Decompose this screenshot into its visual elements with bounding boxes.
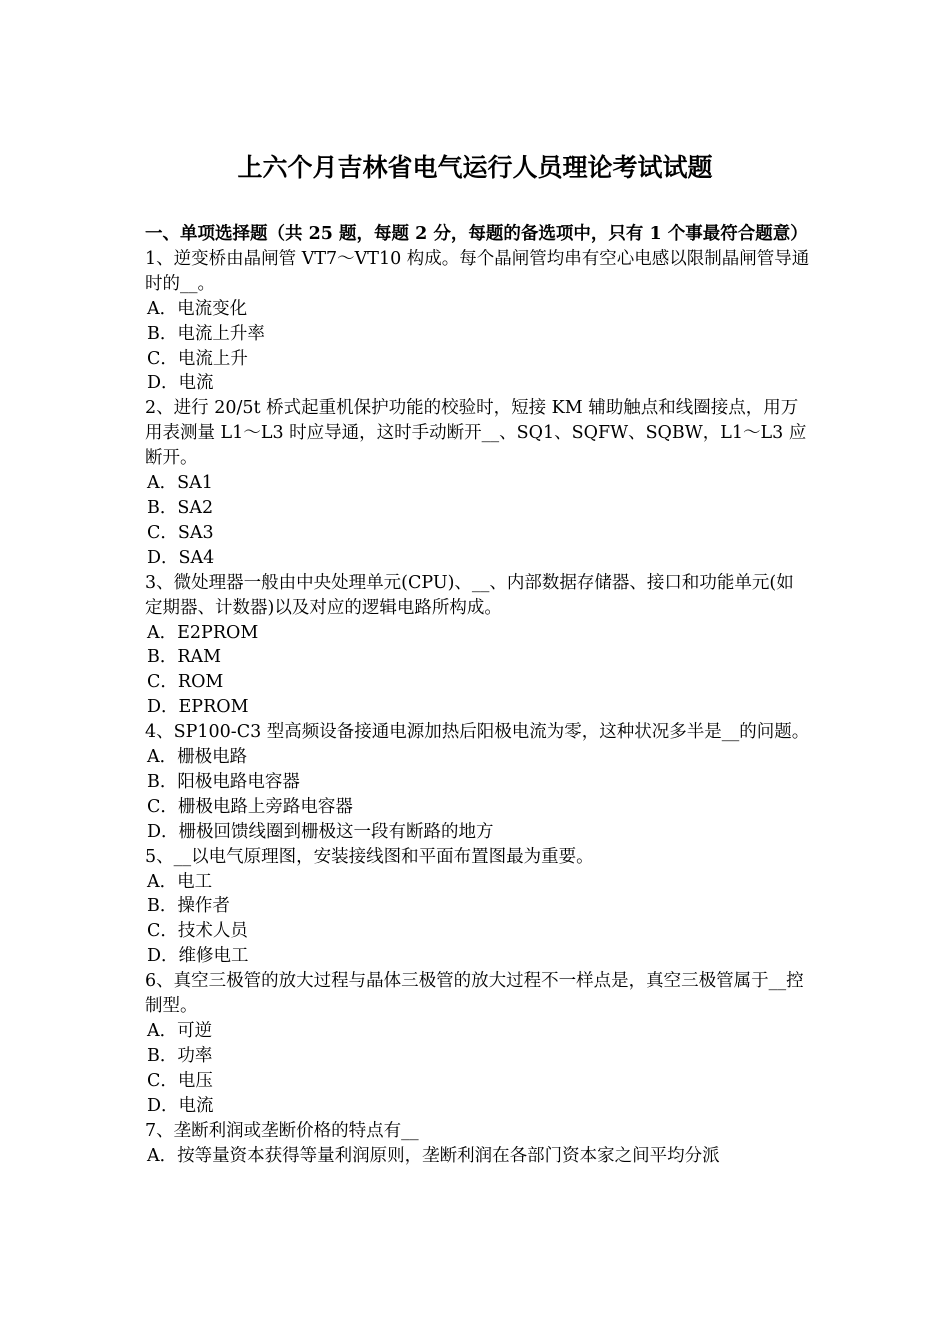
option-d: D．SA4 [147, 547, 215, 568]
document-body [145, 222, 810, 1168]
option-a: A．栅极电路 [147, 747, 248, 768]
question-7 [145, 1119, 810, 1169]
option-c: C．栅极电路上旁路电容器 [147, 796, 353, 817]
option-a: A．可逆 [147, 1021, 213, 1041]
option-b: B．SA2 [147, 497, 214, 518]
option-c: C．ROM [147, 672, 224, 693]
option-a: A．电工 [147, 871, 213, 892]
question-stem: 3、微处理器一般由中央处理单元(CPU)、__、内部数据存储器、接口和功能单元(如定期器、计数器)以及对应的逻辑电路所构成。 [145, 572, 794, 618]
option-b: B．操作者 [147, 896, 230, 917]
question-stem: 5、__以电气原理图，安装接线图和平面布置图最为重要。 [145, 846, 594, 867]
option-b: B．电流上升率 [147, 323, 265, 344]
option-d: D．栅极回馈线圈到栅极这一段有断路的地方 [147, 821, 494, 842]
option-d: D．维修电工 [147, 946, 249, 967]
option-d: D．电流 [147, 1095, 214, 1116]
document-title: 上六个月吉林省电气运行人员理论考试试题 [237, 153, 713, 182]
option-b: B．RAM [147, 647, 222, 668]
option-c: C．电流上升 [147, 348, 248, 369]
question-3 [145, 571, 810, 720]
option-c: C．SA3 [147, 522, 214, 543]
question-1 [145, 247, 810, 396]
option-a: A．SA1 [147, 473, 213, 494]
question-stem: 4、SP100-C3 型高频设备接通电源加热后阳极电流为零，这种状况多半是__的问题。 [145, 722, 810, 743]
option-b: B．功率 [147, 1045, 213, 1066]
option-d: D．EPROM [147, 697, 249, 718]
option-c: C．电压 [147, 1070, 213, 1091]
option-d: D．电流 [147, 373, 214, 394]
option-c: C．技术人员 [147, 921, 248, 942]
question-6 [145, 969, 810, 1118]
question-5 [145, 845, 810, 970]
question-stem: 7、垄断利润或垄断价格的特点有__ [145, 1120, 419, 1141]
question-stem: 6、真空三极管的放大过程与晶体三极管的放大过程不一样点是，真空三极管属于__控制型。 [145, 971, 804, 1017]
question-4 [145, 720, 810, 845]
question-stem: 1、逆变桥由晶闸管 VT7～VT10 构成。每个晶闸管均串有空心电感以限制晶闸管导通时的__。 [145, 248, 810, 294]
option-a: A．E2PROM [147, 622, 259, 643]
section-heading: 一、单项选择题（共 25 题，每题 2 分，每题的备选项中，只有 1 个事最符合题意） [145, 224, 808, 244]
question-2 [145, 396, 810, 570]
question-stem: 2、进行 20/5t 桥式起重机保护功能的校验时，短接 KM 辅助触点和线圈接点，用万用表测量 L1～L3 时应导通，这时手动断开__、SQ1、SQFW、SQBW，L1～L3 应断开。 [145, 398, 807, 469]
option-b: B．阳极电路电容器 [147, 771, 300, 792]
option-a: A．按等量资本获得等量利润原则，垄断利润在各部门资本家之间平均分派 [147, 1145, 720, 1166]
option-a: A．电流变化 [147, 298, 248, 319]
